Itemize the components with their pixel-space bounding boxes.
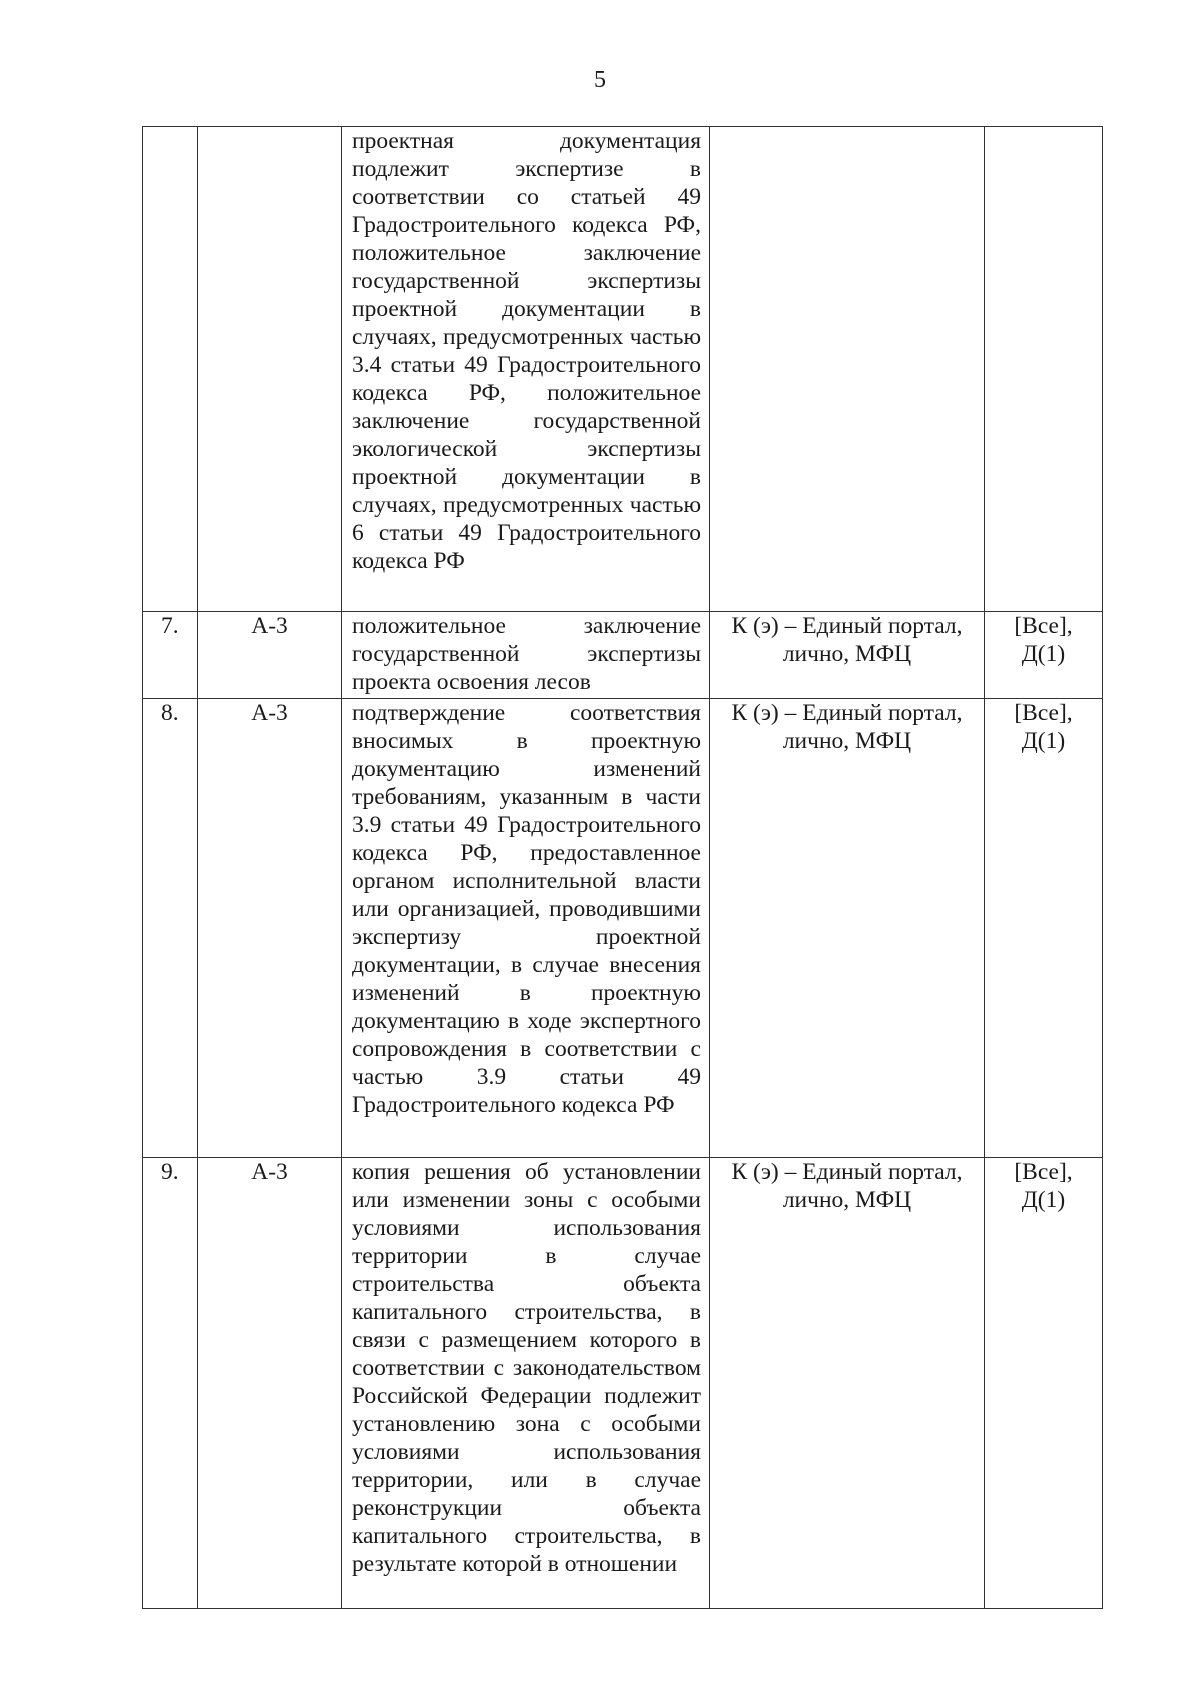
row-source-cell: К (э) – Единый портал, лично, МФЦ xyxy=(710,1158,985,1609)
table-row xyxy=(143,612,1103,699)
table-row xyxy=(143,1158,1103,1609)
row-tags-line-2: Д(1) xyxy=(1021,728,1066,754)
row-description-cell: копия решения об установлении или изменении зоны с особыми условиями использования территории в случае строительства объекта капитального строительства, в связи с размещением которого в соответствии с законодательством Российской Федерации подлежит установлению зона с особыми условиями использования территории, или в случае реконструкции объекта капитального строительства, в результате которой в отношении xyxy=(342,1158,710,1609)
row-source-cell: К (э) – Единый портал, лично, МФЦ xyxy=(710,612,985,699)
row-tags-line-2: Д(1) xyxy=(1021,1187,1066,1213)
row-tags-line-1: [Все], xyxy=(1014,700,1073,726)
row-tags-line-1: [Все], xyxy=(1014,1159,1073,1185)
row-tags-line-1: [Все], xyxy=(1014,613,1073,639)
row-code-cell xyxy=(198,127,342,612)
row-source-cell xyxy=(710,127,985,612)
row-tags-cell xyxy=(985,699,1103,1158)
table-row xyxy=(143,127,1103,612)
row-number-cell xyxy=(143,127,198,612)
row-code-cell: А-3 xyxy=(198,1158,342,1609)
table-row xyxy=(143,699,1103,1158)
row-number-cell: 9. xyxy=(143,1158,198,1609)
row-source-cell: К (э) – Единый портал, лично, МФЦ xyxy=(710,699,985,1158)
documents-table xyxy=(142,126,1103,1609)
row-code-cell: А-3 xyxy=(198,699,342,1158)
row-number-cell: 7. xyxy=(143,612,198,699)
row-code-cell: А-3 xyxy=(198,612,342,699)
row-tags-cell xyxy=(985,612,1103,699)
row-description-cell: положительное заключение государственной экспертизы проекта освоения лесов xyxy=(342,612,710,699)
row-tags-line-2: Д(1) xyxy=(1021,641,1066,667)
row-tags-cell xyxy=(985,1158,1103,1609)
row-description-cell: подтверждение соответствия вносимых в проектную документацию изменений требованиям, указанным в части 3.9 статьи 49 Градостроительного кодекса РФ, предоставленное органом исполнительной власти или организацией, проводившими экспертизу проектной документации, в случае внесения изменений в проектную документацию в ходе экспертного сопровождения в соответствии с частью 3.9 статьи 49 Градостроительного кодекса РФ xyxy=(342,699,710,1158)
row-description-cell: проектная документация подлежит экспертизе в соответствии со статьей 49 Градостроительного кодекса РФ, положительное заключение государственной экспертизы проектной документации в случаях, предусмотренных частью 3.4 статьи 49 Градостроительного кодекса РФ, положительное заключение государственной экологической экспертизы проектной документации в случаях, предусмотренных частью 6 статьи 49 Градостроительного кодекса РФ xyxy=(342,127,710,612)
row-tags-cell xyxy=(985,127,1103,612)
page-number: 5 xyxy=(594,67,606,93)
row-number-cell: 8. xyxy=(143,699,198,1158)
